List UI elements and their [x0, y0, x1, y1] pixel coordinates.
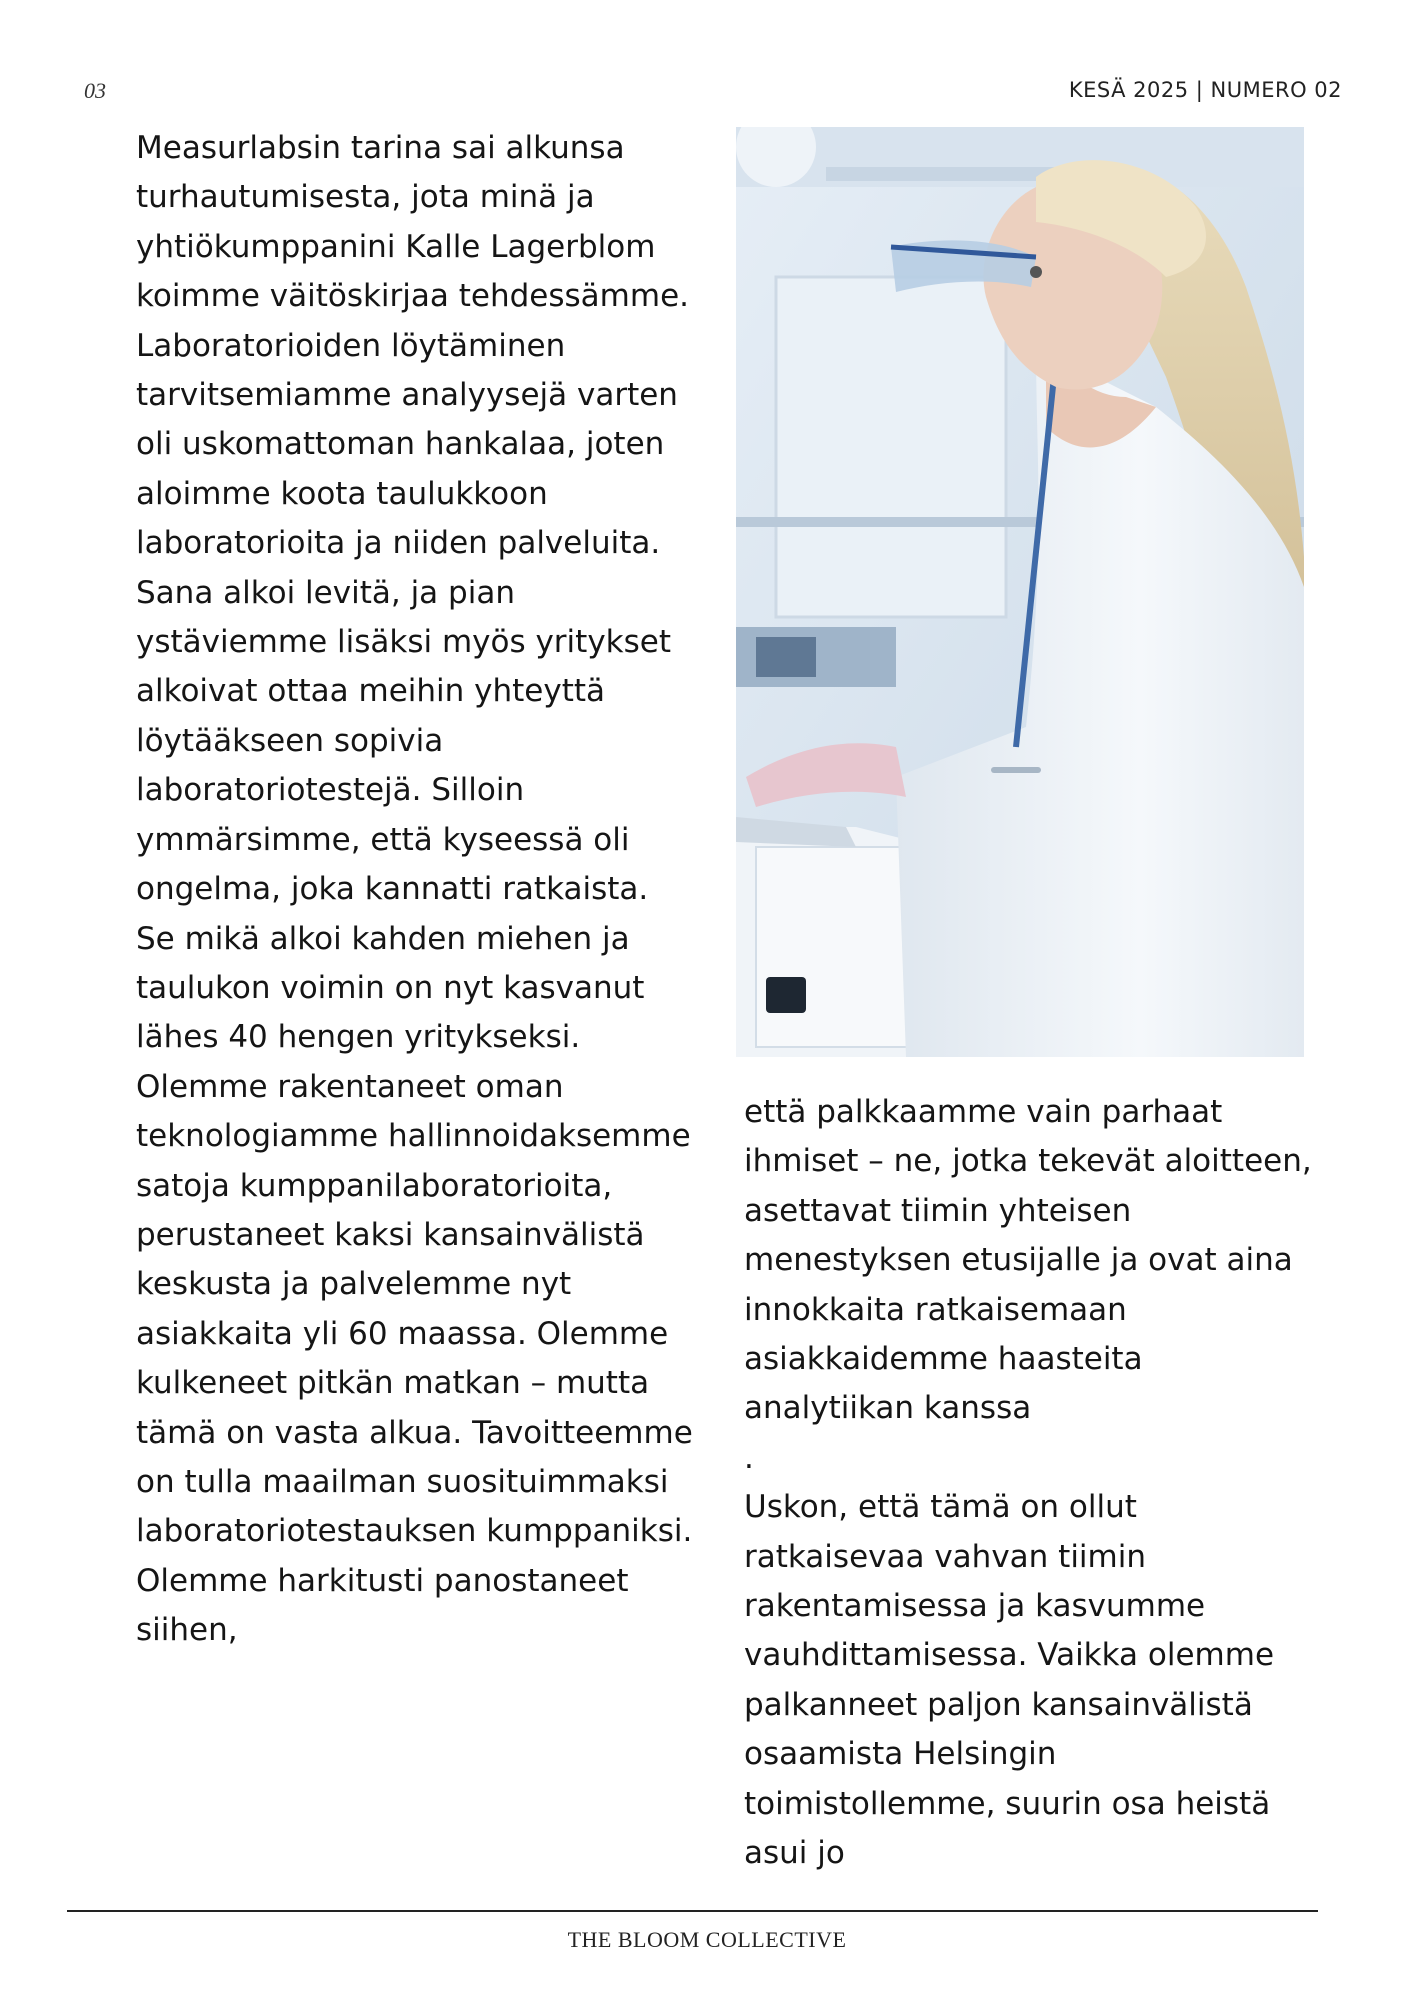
article-paragraph: Measurlabsin tarina sai alkunsa turhautumisesta, jota minä ja yhtiökumppanini Kalle Lagerblom koimme väitöskirjaa tehdessämme. Laboratorioiden löytäminen tarvitsemiamme analyysejä varten oli uskomattoman hankalaa, joten aloimme koota taulukkoon laboratorioita ja niiden palveluita. Sana alkoi levitä, ja pian ystäviemme lisäksi myös yritykset alkoivat ottaa meihin yhteyttä löytääkseen sopivia laboratoriotestejä. Silloin ymmärsimme, että kyseessä oli ongelma, joka kannatti ratkaista. [136, 130, 689, 908]
article-column-left [136, 124, 696, 1656]
publication-name: THE BLOOM COLLECTIVE [567, 1927, 847, 1952]
article-column-right [744, 1088, 1314, 1879]
lab-photo-illustration [736, 127, 1304, 1057]
article-paragraph: Uskon, että tämä on ollut ratkaisevaa vahvan tiimin rakentamisessa ja kasvumme vauhdittamisessa. Vaikka olemme palkanneet paljon kansainvälistä osaamista Helsingin toimistollemme, suurin osa heistä asui jo [744, 1489, 1275, 1872]
issue-label: KESÄ 2025 | NUMERO 02 [1068, 78, 1342, 102]
article-paragraph: Se mikä alkoi kahden miehen ja taulukon voimin on nyt kasvanut lähes 40 hengen yritykseksi. Olemme rakentaneet oman teknologiamme hallinnoidaksemme satoja kumppanilaboratorioita, perustaneet kaksi kansainvälistä keskusta ja palvelemme nyt asiakkaita yli 60 maassa. Olemme kulkeneet pitkän matkan – mutta tämä on vasta alkua. Tavoitteemme on tulla maailman suosituimmaksi laboratoriotestauksen kumppaniksi. Olemme harkitusti panostaneet siihen, [136, 920, 693, 1649]
page-number: 03 [84, 78, 106, 103]
footer-divider [67, 1910, 1318, 1912]
article-paragraph-end: . [744, 1439, 754, 1476]
lab-scientist-photo [736, 127, 1304, 1057]
article-paragraph: että palkkaamme vain parhaat ihmiset – ne, jotka tekevät aloitteen, asettavat tiimin yhteisen menestyksen etusijalle ja ovat aina innokkaita ratkaisemaan asiakkaidemme haasteita analytiikan kanssa [744, 1094, 1312, 1427]
